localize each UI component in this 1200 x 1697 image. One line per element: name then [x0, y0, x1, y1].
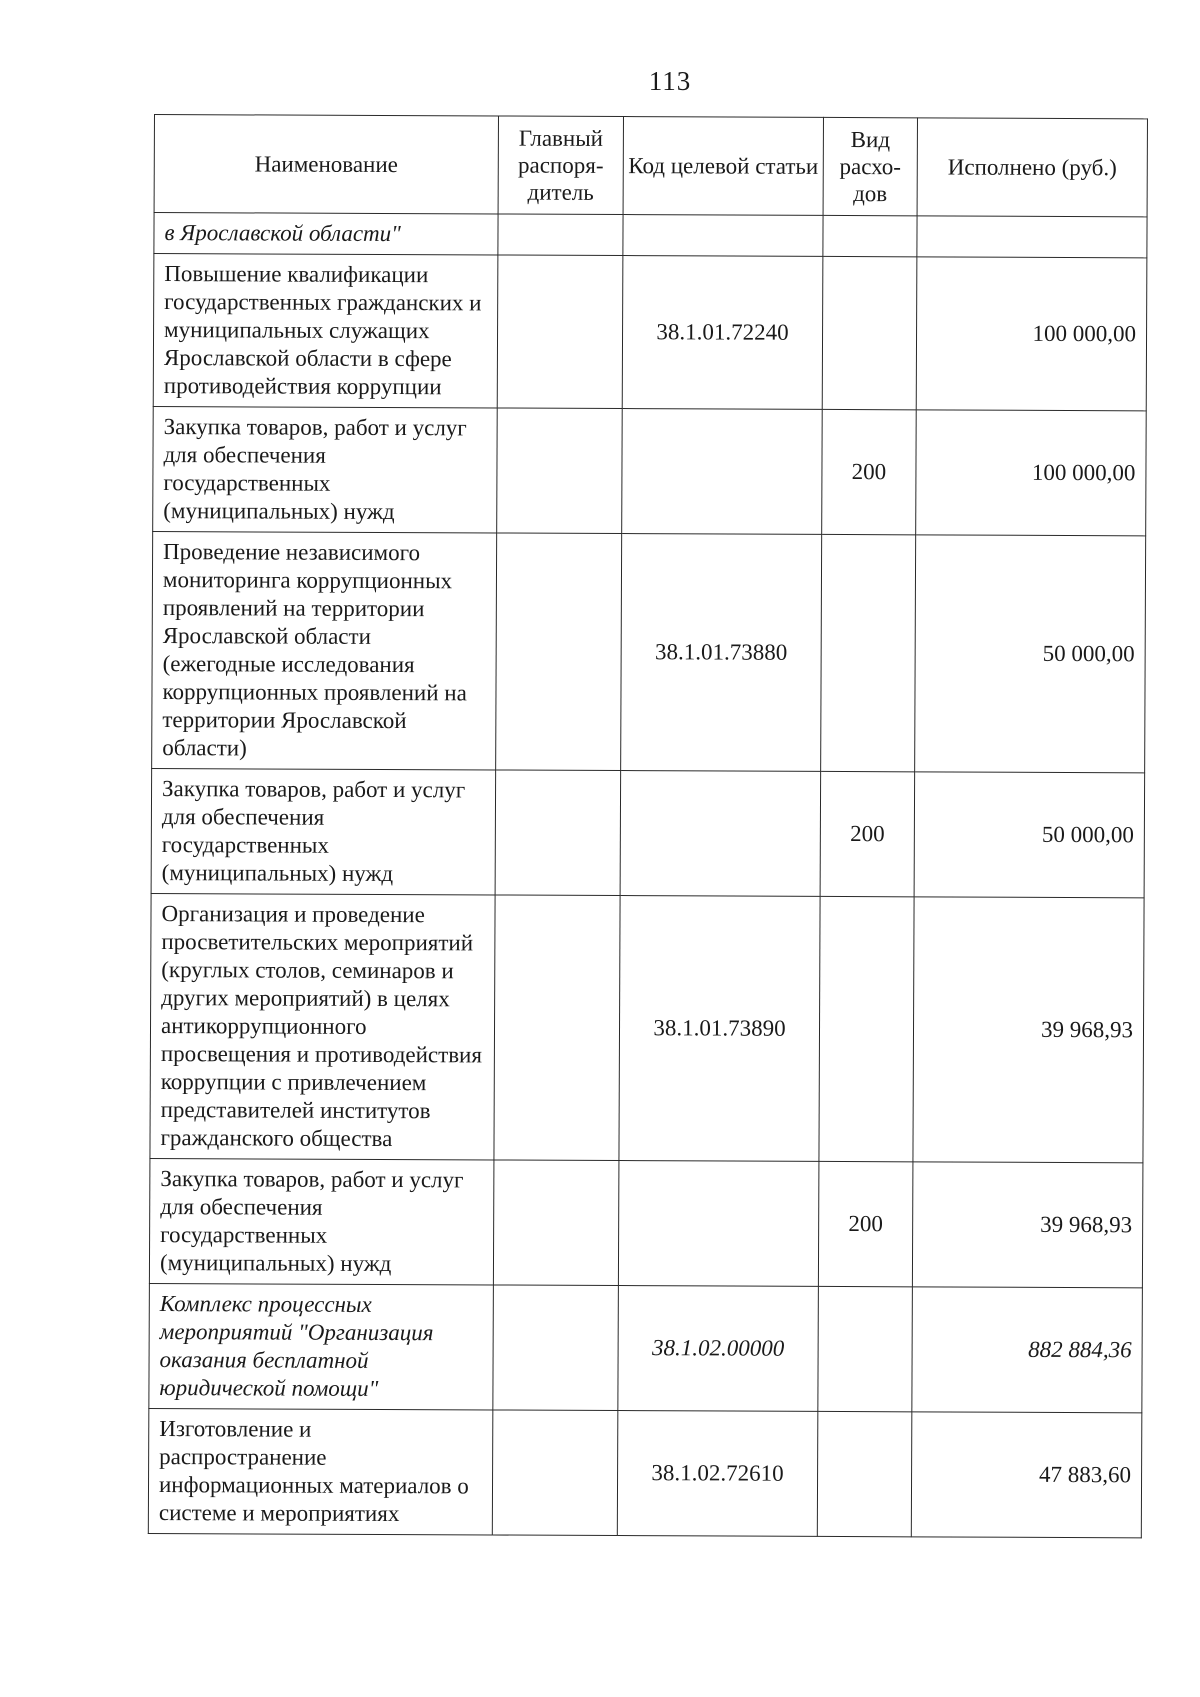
row-kind: [821, 534, 916, 771]
row-code: 38.1.01.73890: [619, 896, 820, 1162]
row-code: 38.1.02.00000: [618, 1286, 819, 1412]
table-row: [149, 1283, 1143, 1412]
table-row: [152, 531, 1146, 772]
row-code: [622, 409, 823, 535]
row-amount: 882 884,36: [912, 1287, 1143, 1413]
row-amount: 39 968,93: [912, 1162, 1143, 1288]
header-code: Код целевой статьи: [623, 117, 823, 216]
header-amount: Исполнено (руб.): [917, 118, 1147, 217]
row-name: Комплекс процессных мероприятий "Организация оказания бесплатной юридической помощи": [149, 1283, 494, 1409]
row-kind: [823, 215, 917, 256]
row-chief: [497, 408, 623, 534]
header-kind: Вид расхо-дов: [823, 117, 917, 215]
table-row: [154, 213, 1147, 258]
row-code: [620, 771, 821, 897]
row-code: 38.1.02.72610: [617, 1411, 818, 1537]
row-name: в Ярославской области": [154, 213, 498, 256]
table-row: [149, 1158, 1143, 1287]
table-row: [153, 254, 1147, 411]
row-name: Закупка товаров, работ и услуг для обеспечения государственных (муниципальных) нужд: [151, 768, 496, 894]
row-code: [618, 1161, 819, 1287]
table-row: [151, 768, 1145, 897]
row-name: Повышение квалификации государственных гражданских и муниципальных служащих Ярославской области в сфере противодействия коррупции: [153, 254, 498, 408]
page-number: 113: [648, 66, 692, 96]
table-row: [153, 406, 1147, 535]
row-kind: [818, 1286, 913, 1411]
row-name: Закупка товаров, работ и услуг для обеспечения государственных (муниципальных) нужд: [149, 1158, 494, 1284]
table-row: [148, 1408, 1142, 1537]
row-chief: [497, 255, 623, 409]
row-chief: [493, 1160, 619, 1286]
row-chief: [495, 770, 621, 896]
header-name: Наименование: [154, 115, 498, 215]
row-name: Изготовление и распространение информационных материалов о системе и мероприятиях: [148, 1408, 493, 1534]
row-amount: 50 000,00: [914, 772, 1145, 898]
table-header-row: [154, 115, 1147, 217]
row-kind: [822, 256, 917, 409]
row-chief: [493, 1285, 619, 1411]
row-code: [623, 215, 823, 257]
row-chief: [496, 533, 622, 771]
row-kind: [819, 896, 914, 1161]
row-chief: [498, 214, 623, 256]
row-kind: [817, 1411, 912, 1536]
row-kind: 200: [818, 1161, 913, 1286]
header-chief: Главный распоря-дитель: [498, 116, 623, 215]
row-chief: [492, 1410, 618, 1536]
table-row: [150, 893, 1144, 1162]
row-amount: 100 000,00: [916, 410, 1147, 536]
row-kind: 200: [822, 409, 917, 534]
row-name: Закупка товаров, работ и услуг для обеспечения государственных (муниципальных) нужд: [153, 406, 498, 532]
row-amount: 100 000,00: [916, 257, 1147, 411]
row-name: Организация и проведение просветительских мероприятий (круглых столов, семинаров и других мероприятий) в целях антикоррупционного просвещения и противодействия коррупции с привлечением представителей институтов гражданского общества: [150, 893, 495, 1159]
row-kind: 200: [820, 771, 915, 896]
row-amount: 50 000,00: [915, 535, 1146, 773]
row-amount: 39 968,93: [913, 897, 1144, 1163]
row-name: Проведение независимого мониторинга коррупционных проявлений на территории Ярославской области (ежегодные исследования коррупционных проявлений на территории Ярославской области): [152, 531, 497, 769]
row-amount: 47 883,60: [911, 1412, 1142, 1538]
row-amount: [917, 216, 1147, 258]
budget-execution-table: [148, 114, 1148, 1538]
row-code: 38.1.01.73880: [621, 534, 822, 772]
row-code: 38.1.01.72240: [622, 256, 823, 410]
row-chief: [494, 895, 620, 1161]
